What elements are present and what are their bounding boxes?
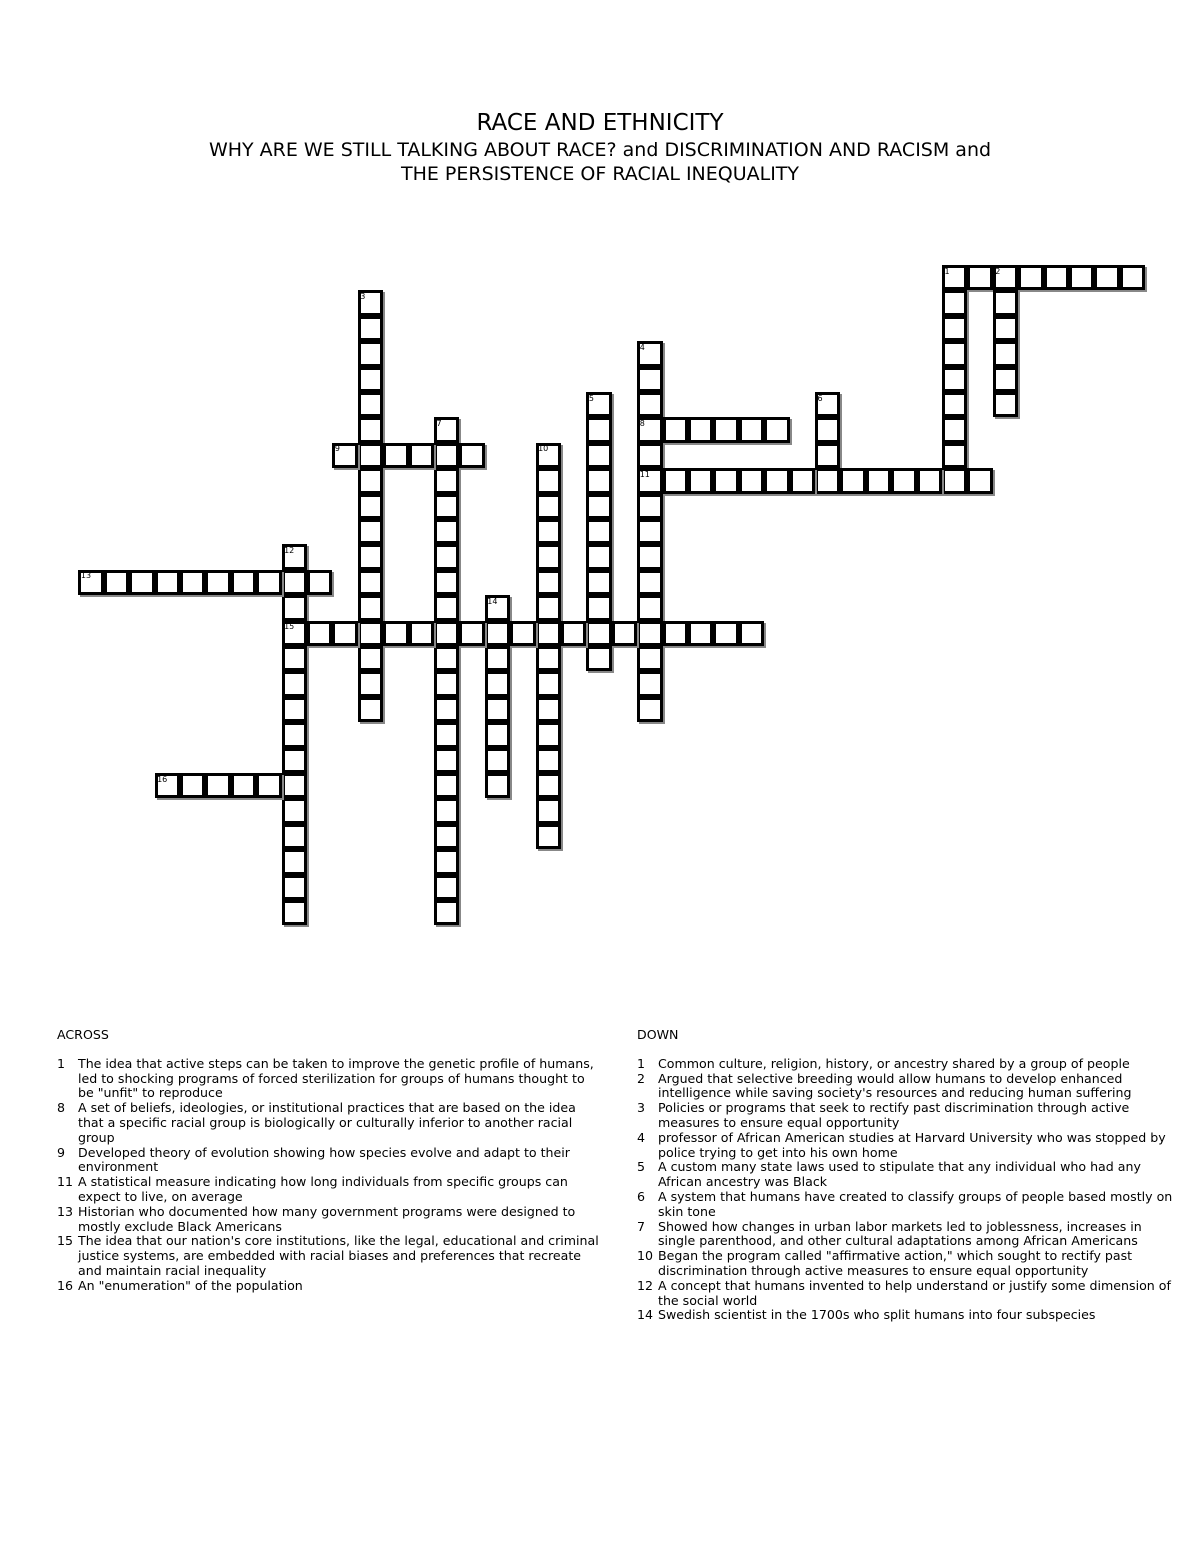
grid-cell[interactable] <box>993 290 1018 315</box>
grid-cell[interactable] <box>434 519 459 544</box>
grid-cell[interactable] <box>358 671 383 696</box>
across-clue-9 <box>57 1146 602 1176</box>
clue-text: Historian who documented how many government programs were designed to mostly exclude Black Americans <box>78 1203 576 1234</box>
grid-cell[interactable] <box>459 621 484 646</box>
grid-cell[interactable] <box>637 646 662 671</box>
clue-number-label: 11 <box>639 469 650 479</box>
clue-number: 6 <box>637 1188 646 1204</box>
clue-text: Common culture, religion, history, or ancestry shared by a group of people <box>658 1055 1130 1071</box>
grid-cell[interactable] <box>434 824 459 849</box>
grid-cell[interactable] <box>78 570 103 595</box>
clue-number-label: 2 <box>995 266 1001 276</box>
grid-cell[interactable] <box>637 544 662 569</box>
grid-cell[interactable] <box>536 722 561 747</box>
down-clues <box>637 1028 1182 1323</box>
grid-cell[interactable] <box>637 570 662 595</box>
grid-cell[interactable] <box>358 290 383 315</box>
down-clue-6 <box>637 1190 1182 1220</box>
grid-cell[interactable] <box>434 544 459 569</box>
grid-cell[interactable] <box>434 646 459 671</box>
grid-cell[interactable] <box>967 468 992 493</box>
grid-cell[interactable] <box>739 417 764 442</box>
grid-cell[interactable] <box>231 570 256 595</box>
clue-number: 5 <box>637 1159 646 1175</box>
grid-cell[interactable] <box>637 367 662 392</box>
grid-cell[interactable] <box>586 621 611 646</box>
grid-cell[interactable] <box>485 697 510 722</box>
grid-cell[interactable] <box>586 595 611 620</box>
grid-cell[interactable] <box>459 443 484 468</box>
grid-cell[interactable] <box>358 544 383 569</box>
grid-cell[interactable] <box>637 392 662 417</box>
grid-cell[interactable] <box>485 621 510 646</box>
clue-text: Developed theory of evolution showing how species evolve and adapt to their environment <box>78 1144 570 1175</box>
grid-cell[interactable] <box>485 671 510 696</box>
clue-text: The idea that our nation's core institutions, like the legal, educational and criminal justice systems, are embedded with racial biases and preferences that recreate and maintain racial inequality <box>78 1233 599 1278</box>
clue-number-label: 14 <box>487 596 498 606</box>
grid-cell[interactable] <box>637 671 662 696</box>
grid-cell[interactable] <box>688 468 713 493</box>
clue-number-label: 7 <box>436 418 442 428</box>
grid-cell[interactable] <box>282 875 307 900</box>
grid-cell[interactable] <box>637 494 662 519</box>
grid-cell[interactable] <box>713 621 738 646</box>
grid-cell[interactable] <box>383 443 408 468</box>
clue-number: 12 <box>637 1277 654 1293</box>
grid-cell[interactable] <box>561 621 586 646</box>
grid-cell[interactable] <box>434 773 459 798</box>
grid-cell[interactable] <box>155 570 180 595</box>
grid-cell[interactable] <box>282 900 307 925</box>
clue-text: Showed how changes in urban labor markets led to joblessness, increases in single parenthood, and other cultural adaptations among African Americans <box>658 1218 1142 1249</box>
down-clue-4 <box>637 1131 1182 1161</box>
grid-cell[interactable] <box>129 570 154 595</box>
clue-text: Began the program called "affirmative action," which sought to rectify past discrimination through active measures to ensure equal opportunity <box>658 1248 1133 1278</box>
clue-number-label: 13 <box>80 571 92 581</box>
grid-cell[interactable] <box>231 773 256 798</box>
grid-cell[interactable] <box>536 519 561 544</box>
grid-cell[interactable] <box>434 621 459 646</box>
grid-cell[interactable] <box>866 468 891 493</box>
clue-number: 1 <box>57 1055 66 1071</box>
grid-cell[interactable] <box>536 468 561 493</box>
grid-cell[interactable] <box>1044 265 1069 290</box>
grid-cell[interactable] <box>282 544 307 569</box>
grid-cell[interactable] <box>485 595 510 620</box>
grid-cell[interactable] <box>586 468 611 493</box>
grid-cell[interactable] <box>358 468 383 493</box>
down-clue-5 <box>637 1160 1182 1190</box>
grid-cell[interactable] <box>942 443 967 468</box>
grid-cell[interactable] <box>713 468 738 493</box>
grid-cell[interactable] <box>205 773 230 798</box>
page-subtitle-line-1: WHY ARE WE STILL TALKING ABOUT RACE? and DISCRIMINATION AND RACISM and <box>208 139 992 161</box>
grid-cell[interactable] <box>409 621 434 646</box>
down-clue-12 <box>637 1279 1182 1309</box>
grid-cell[interactable] <box>256 570 281 595</box>
grid-cell[interactable] <box>256 773 281 798</box>
down-clue-10 <box>637 1249 1182 1279</box>
grid-cell[interactable] <box>205 570 230 595</box>
grid-cell[interactable] <box>358 519 383 544</box>
grid-cell[interactable] <box>332 621 357 646</box>
grid-cell[interactable] <box>434 595 459 620</box>
page-title: RACE AND ETHNICITY <box>476 110 724 136</box>
down-clue-3 <box>637 1101 1182 1131</box>
grid-cell[interactable] <box>536 544 561 569</box>
grid-cell[interactable] <box>536 494 561 519</box>
grid-cell[interactable] <box>967 265 992 290</box>
grid-cell[interactable] <box>993 392 1018 417</box>
grid-cell[interactable] <box>434 570 459 595</box>
across-clue-15 <box>57 1234 602 1278</box>
grid-cell[interactable] <box>485 722 510 747</box>
grid-cell[interactable] <box>942 468 967 493</box>
clue-text: Argued that selective breeding would allow humans to develop enhanced intelligence while saving society's resources and reducing human suffering <box>658 1070 1132 1101</box>
clue-number: 8 <box>57 1100 66 1116</box>
grid-cell[interactable] <box>713 417 738 442</box>
grid-cell[interactable] <box>586 519 611 544</box>
clue-number-label: 12 <box>284 545 295 555</box>
grid-cell[interactable] <box>282 646 307 671</box>
clue-number: 1 <box>637 1055 646 1071</box>
grid-cell[interactable] <box>332 443 357 468</box>
grid-cell[interactable] <box>434 748 459 773</box>
clue-number: 3 <box>637 1100 646 1116</box>
grid-cell[interactable] <box>358 443 383 468</box>
clue-number: 14 <box>637 1307 654 1323</box>
grid-cell[interactable] <box>358 367 383 392</box>
grid-cell[interactable] <box>815 443 840 468</box>
clue-number-label: 1 <box>944 266 950 276</box>
clue-number-label: 5 <box>588 393 594 403</box>
grid-cell[interactable] <box>1069 265 1094 290</box>
grid-cell[interactable] <box>637 468 662 493</box>
clue-number-label: 3 <box>360 291 366 301</box>
grid-cell[interactable] <box>993 265 1018 290</box>
clue-number-label: 6 <box>817 393 823 403</box>
grid-cell[interactable] <box>383 621 408 646</box>
grid-cell[interactable] <box>942 392 967 417</box>
across-clue-1 <box>57 1057 602 1101</box>
grid-cell[interactable] <box>536 824 561 849</box>
grid-cell[interactable] <box>180 570 205 595</box>
grid-cell[interactable] <box>434 417 459 442</box>
grid-cell[interactable] <box>510 621 535 646</box>
grid-cell[interactable] <box>434 900 459 925</box>
grid-cell[interactable] <box>358 392 383 417</box>
down-clue-7 <box>637 1220 1182 1250</box>
clue-number: 10 <box>637 1248 654 1264</box>
grid-cell[interactable] <box>942 417 967 442</box>
grid-cell[interactable] <box>993 367 1018 392</box>
grid-cell[interactable] <box>282 722 307 747</box>
grid-cell[interactable] <box>536 773 561 798</box>
grid-cell[interactable] <box>663 468 688 493</box>
grid-cell[interactable] <box>586 570 611 595</box>
grid-cell[interactable] <box>282 570 307 595</box>
grid-cell[interactable] <box>739 621 764 646</box>
grid-cell[interactable] <box>180 773 205 798</box>
grid-cell[interactable] <box>358 494 383 519</box>
grid-cell[interactable] <box>358 595 383 620</box>
grid-cell[interactable] <box>688 417 713 442</box>
clue-text: The idea that active steps can be taken to improve the genetic profile of humans, led to shocking programs of forced sterilization for groups of humans thought to be "unfit" to reproduce <box>78 1055 594 1101</box>
across-clue-13 <box>57 1205 602 1235</box>
grid-cell[interactable] <box>307 570 332 595</box>
across-clues <box>57 1028 602 1294</box>
clue-number-label: 15 <box>284 622 295 632</box>
grid-cell[interactable] <box>434 798 459 823</box>
grid-cell[interactable] <box>663 417 688 442</box>
grid-cell[interactable] <box>282 798 307 823</box>
grid-cell[interactable] <box>612 621 637 646</box>
grid-cell[interactable] <box>586 646 611 671</box>
clue-number: 11 <box>57 1174 74 1190</box>
grid-cell[interactable] <box>536 621 561 646</box>
clue-number: 2 <box>637 1070 646 1086</box>
clue-number: 9 <box>57 1144 66 1160</box>
grid-cell[interactable] <box>358 417 383 442</box>
grid-cell[interactable] <box>434 849 459 874</box>
grid-cell[interactable] <box>637 341 662 366</box>
across-clue-list <box>57 1057 602 1294</box>
grid-cell[interactable] <box>637 595 662 620</box>
clue-number: 13 <box>57 1203 74 1219</box>
grid-cell[interactable] <box>536 697 561 722</box>
clue-number-label: 16 <box>157 774 168 784</box>
grid-cell[interactable] <box>282 621 307 646</box>
grid-cell[interactable] <box>942 265 967 290</box>
grid-cell[interactable] <box>536 646 561 671</box>
grid-cell[interactable] <box>536 798 561 823</box>
grid-cell[interactable] <box>104 570 129 595</box>
grid-cell[interactable] <box>739 468 764 493</box>
clue-number: 7 <box>637 1218 646 1234</box>
grid-cell[interactable] <box>282 671 307 696</box>
grid-cell[interactable] <box>891 468 916 493</box>
down-clue-2 <box>637 1072 1182 1102</box>
grid-cell[interactable] <box>586 443 611 468</box>
grid-cell[interactable] <box>485 646 510 671</box>
grid-cell[interactable] <box>536 671 561 696</box>
clue-number-label: 10 <box>538 444 549 454</box>
grid-cell[interactable] <box>942 341 967 366</box>
grid-cell[interactable] <box>637 621 662 646</box>
grid-cell[interactable] <box>536 595 561 620</box>
grid-cell[interactable] <box>536 570 561 595</box>
grid-cell[interactable] <box>637 443 662 468</box>
down-clue-list <box>637 1057 1182 1323</box>
clue-text: A set of beliefs, ideologies, or institutional practices that are based on the idea that a specific racial group is biologically or culturally inferior to another racial group <box>78 1100 576 1145</box>
grid-cell[interactable] <box>434 468 459 493</box>
grid-cell[interactable] <box>586 494 611 519</box>
across-clue-8 <box>57 1101 602 1145</box>
page-subtitle-line-2: THE PERSISTENCE OF RACIAL INEQUALITY <box>400 163 800 185</box>
grid-cell[interactable] <box>637 697 662 722</box>
grid-cell[interactable] <box>434 671 459 696</box>
grid-cell[interactable] <box>358 341 383 366</box>
grid-cell[interactable] <box>637 519 662 544</box>
grid-cell[interactable] <box>358 697 383 722</box>
grid-cell[interactable] <box>815 417 840 442</box>
grid-cell[interactable] <box>840 468 865 493</box>
grid-cell[interactable] <box>993 341 1018 366</box>
grid-cell[interactable] <box>434 697 459 722</box>
grid-cell[interactable] <box>307 621 332 646</box>
grid-cell[interactable] <box>434 443 459 468</box>
clue-text: A concept that humans invented to help understand or justify some dimension of the social world <box>658 1277 1171 1308</box>
grid-cell[interactable] <box>282 773 307 798</box>
grid-cell[interactable] <box>586 392 611 417</box>
grid-cell[interactable] <box>586 417 611 442</box>
grid-cell[interactable] <box>409 443 434 468</box>
clue-text: A custom many state laws used to stipulate that any individual who had any African ancestry was Black <box>658 1159 1141 1190</box>
clue-number-label: 9 <box>334 444 340 454</box>
across-clue-16 <box>57 1279 602 1294</box>
grid-cell[interactable] <box>637 417 662 442</box>
grid-cell[interactable] <box>1018 265 1043 290</box>
grid-cell[interactable] <box>282 849 307 874</box>
clue-text: Swedish scientist in the 1700s who split humans into four subspecies <box>658 1307 1096 1323</box>
down-clue-14 <box>637 1308 1182 1323</box>
grid-cell[interactable] <box>358 570 383 595</box>
grid-cell[interactable] <box>790 468 815 493</box>
clue-text: professor of African American studies at Harvard University who was stopped by police trying to get into his own home <box>658 1129 1166 1160</box>
clue-number-label: 4 <box>639 342 645 352</box>
grid-cell[interactable] <box>434 875 459 900</box>
across-heading: ACROSS <box>57 1027 109 1042</box>
clue-number: 15 <box>57 1233 74 1249</box>
clue-number: 16 <box>57 1277 74 1293</box>
clue-text: Policies or programs that seek to rectify past discrimination through active measures to ensure equal opportunity <box>658 1100 1130 1130</box>
clue-text: A system that humans have created to classify groups of people based mostly on skin tone <box>658 1188 1173 1219</box>
grid-cell[interactable] <box>282 748 307 773</box>
grid-cell[interactable] <box>485 748 510 773</box>
clue-text: A statistical measure indicating how long individuals from specific groups can expect to live, on average <box>78 1174 568 1204</box>
grid-cell[interactable] <box>993 316 1018 341</box>
clue-number: 4 <box>637 1129 646 1145</box>
grid-cell[interactable] <box>942 367 967 392</box>
grid-cell[interactable] <box>586 544 611 569</box>
grid-cell[interactable] <box>282 824 307 849</box>
grid-cell[interactable] <box>942 316 967 341</box>
clue-text: An "enumeration" of the population <box>78 1277 303 1293</box>
grid-cell[interactable] <box>282 595 307 620</box>
grid-cell[interactable] <box>536 443 561 468</box>
grid-cell[interactable] <box>688 621 713 646</box>
across-clue-11 <box>57 1175 602 1205</box>
grid-cell[interactable] <box>358 621 383 646</box>
grid-cell[interactable] <box>358 646 383 671</box>
grid-cell[interactable] <box>434 494 459 519</box>
grid-cell[interactable] <box>815 468 840 493</box>
grid-cell[interactable] <box>358 316 383 341</box>
grid-cell[interactable] <box>282 697 307 722</box>
grid-cell[interactable] <box>155 773 180 798</box>
clue-number-label: 8 <box>639 418 645 428</box>
grid-cell[interactable] <box>1094 265 1119 290</box>
grid-cell[interactable] <box>663 621 688 646</box>
grid-cell[interactable] <box>536 748 561 773</box>
grid-cell[interactable] <box>942 290 967 315</box>
grid-cell[interactable] <box>764 417 789 442</box>
grid-cell[interactable] <box>434 722 459 747</box>
grid-cell[interactable] <box>764 468 789 493</box>
grid-cell[interactable] <box>1120 265 1145 290</box>
grid-cell[interactable] <box>917 468 942 493</box>
down-clue-1 <box>637 1057 1182 1072</box>
grid-cell[interactable] <box>485 773 510 798</box>
grid-cell[interactable] <box>815 392 840 417</box>
down-heading: DOWN <box>637 1027 679 1042</box>
